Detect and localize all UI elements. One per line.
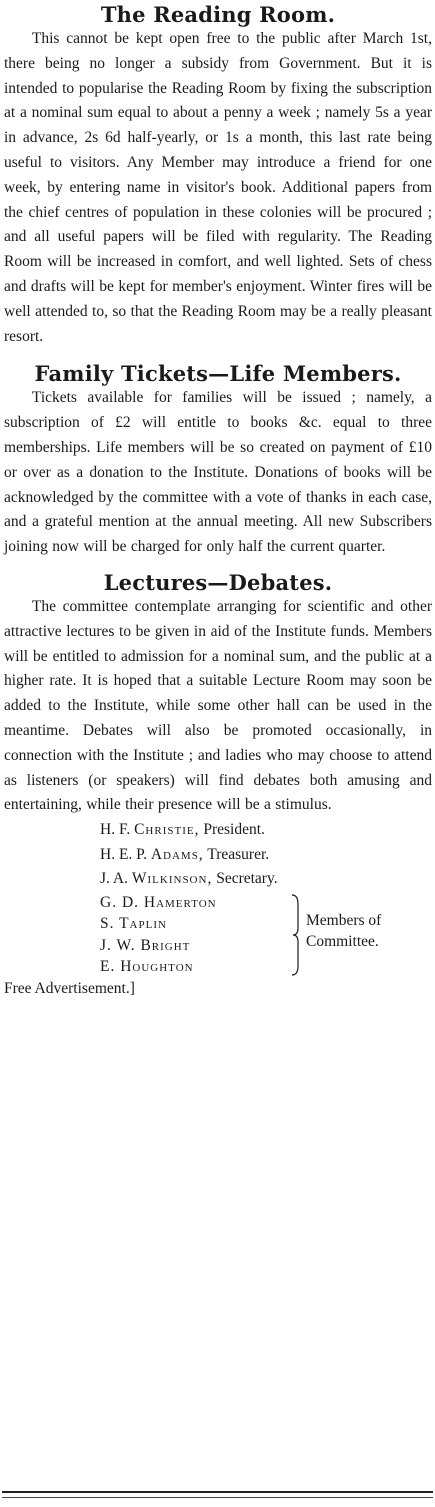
officer-surname: Christie, <box>134 821 200 839</box>
officer-surname: Wilkinson, <box>131 870 213 888</box>
committee-role-line: Members of <box>306 911 382 929</box>
section-heading-lectures: Lectures—Debates. <box>103 569 333 595</box>
committee-member: J. W. Bright <box>100 936 191 954</box>
section-body-reading-room: This cannot be kept open free to the public after March 1st, there being no longer a subsidy from Government. But it is intended to popularise the Reading Room by fixing the subscription at a nominal sum equal to about a penny a week ; namely 5s a year in advance, 2s 6d half-yearly, or 1s a month, this last rate being useful to visitors. Any Member may introduce a friend for one week, by entering name in visitor's book. Additional papers from the chief centres of population in these colonies will be procured ; and all useful papers will be filed with regularity. The Reading Room will be increased in comfort, and well lighted. Sets of chess and drafts will be kept for member's enjoyment. Winter fires will be well attended to, so that the Reading Room may be a really pleasant resort. <box>4 30 432 345</box>
officer-initials: H. F. <box>100 821 131 839</box>
officer-signature <box>4 818 432 843</box>
committee-role-line: Committee. <box>306 932 379 950</box>
officer-surname: Adams, <box>150 845 204 863</box>
section-heading-reading-room: The Reading Room. <box>100 2 336 27</box>
committee-names <box>100 892 217 978</box>
officer-role: Treasurer. <box>207 845 270 863</box>
officer-role: Secretary. <box>216 870 278 888</box>
officer-initials: H. E. P. <box>100 845 147 863</box>
brace-icon <box>290 894 300 976</box>
section-heading-family-tickets: Family Tickets—Life Members. <box>34 361 402 387</box>
officer-initials: J. A. <box>100 870 128 888</box>
section-body-family-tickets: Tickets available for families will be issued ; namely, a subscription of £2 will entitle to books &c. equal to three memberships. Life members will be so created on payment of £10 or over as a donation to the Institute. Donations of books will be acknowledged by the committee with a vote of thanks in each case, and a grateful mention at the annual meeting. All new Subscribers joining now will be charged for only half the current quarter. <box>4 389 432 556</box>
committee-member: G. D. Hamerton <box>100 893 217 911</box>
signatures <box>4 818 432 978</box>
officer-signature <box>4 843 432 868</box>
divider-rule <box>2 1491 433 1493</box>
committee-member: E. Houghton <box>100 958 194 976</box>
officer-role: President. <box>203 821 265 839</box>
section-body-lectures: The committee contemplate arranging for scientific and other attractive lectures to be given in aid of the Institute funds. Members will be entitled to admission for a nominal sum, and the public at a higher rate. It is hoped that a suitable Lecture Room may soon be added to the Institute, while some other hall can be used in the meantime. Debates will also be promoted occasionally, in connection with the Institute ; and ladies who may choose to attend as listeners (or speakers) will find debates both amusing and entertaining, while their presence will be a stimulus. <box>4 597 432 814</box>
committee-block <box>4 892 432 978</box>
committee-role <box>306 910 381 952</box>
footer-note: Free Advertisement.] <box>4 979 135 997</box>
divider-rule <box>2 1497 433 1498</box>
committee-member: S. Taplin <box>100 915 167 933</box>
officer-signature <box>4 867 432 892</box>
